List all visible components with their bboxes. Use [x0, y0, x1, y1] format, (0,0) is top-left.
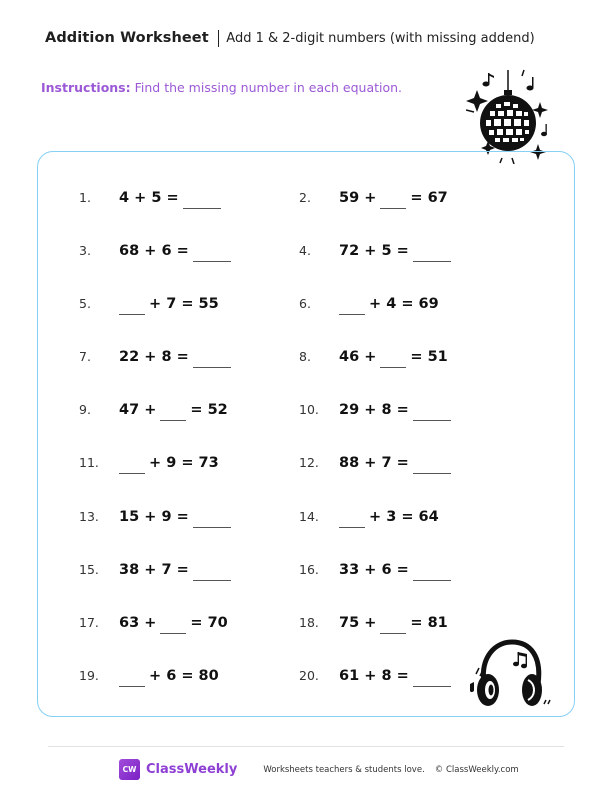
equation: [119, 402, 228, 419]
equation-term: +: [149, 296, 167, 312]
equation-term: +: [139, 615, 157, 631]
problem-item: [299, 190, 448, 207]
equation-term: 8: [381, 668, 392, 684]
answer-blank[interactable]: [413, 457, 451, 474]
equation-term: 6: [381, 562, 392, 578]
answer-blank[interactable]: [160, 617, 186, 634]
equation-term: 59: [339, 190, 360, 206]
equation-term: 6: [166, 668, 177, 684]
classweekly-logo-icon: CW: [119, 759, 140, 780]
problem-item: [79, 296, 219, 313]
instructions-label: Instructions:: [41, 80, 131, 95]
equation-term: +: [369, 296, 387, 312]
equation-term: =: [190, 615, 208, 631]
equation: [119, 243, 231, 260]
worksheet-subtitle: Add 1 & 2-digit numbers (with missing addend): [226, 30, 535, 46]
footer: [119, 759, 519, 780]
answer-blank[interactable]: [119, 298, 145, 315]
equation-term: 3: [386, 509, 397, 525]
problem-number: 12.: [299, 455, 319, 470]
equation-term: 88: [339, 455, 360, 471]
equation-term: +: [139, 349, 162, 365]
equation-term: 75: [339, 615, 360, 631]
brand-name: ClassWeekly: [146, 762, 238, 777]
problem-item: [299, 668, 451, 685]
answer-blank[interactable]: [413, 564, 451, 581]
problem-item: [79, 190, 221, 207]
problem-number: 8.: [299, 349, 311, 364]
footer-tagline: Worksheets teachers & students love.: [263, 764, 425, 775]
equation-term: 46: [339, 349, 360, 365]
footer-divider: [48, 746, 564, 747]
problem-number: 18.: [299, 615, 319, 630]
problem-item: [79, 402, 228, 419]
equation-term: 5: [381, 243, 392, 259]
equation-term: +: [139, 402, 157, 418]
problem-number: 11.: [79, 455, 99, 470]
equation-term: =: [176, 668, 199, 684]
equation-term: =: [176, 455, 199, 471]
problem-number: 15.: [79, 562, 99, 577]
problem-number: 1.: [79, 190, 91, 205]
equation-term: =: [391, 562, 409, 578]
equation-term: 22: [119, 349, 140, 365]
problem-number: 9.: [79, 402, 91, 417]
worksheet-header: [45, 27, 535, 49]
equation-term: 63: [119, 615, 140, 631]
answer-blank[interactable]: [380, 617, 406, 634]
answer-blank[interactable]: [339, 511, 365, 528]
answer-blank[interactable]: [119, 670, 145, 687]
equation: [339, 402, 451, 419]
equation: [339, 190, 448, 207]
equation-term: +: [359, 615, 377, 631]
equation-term: +: [359, 402, 382, 418]
equation-term: 8: [381, 402, 392, 418]
answer-blank[interactable]: [413, 404, 451, 421]
equation-term: =: [171, 243, 189, 259]
equation-term: =: [190, 402, 208, 418]
problem-item: [299, 455, 451, 472]
equation-term: +: [359, 668, 382, 684]
problem-number: 13.: [79, 509, 99, 524]
problem-number: 7.: [79, 349, 91, 364]
equation-term: 72: [339, 243, 360, 259]
equation: [339, 562, 451, 579]
answer-blank[interactable]: [193, 564, 231, 581]
equation-term: =: [391, 402, 409, 418]
answer-blank[interactable]: [193, 511, 231, 528]
equation-term: 67: [427, 190, 448, 206]
answer-blank[interactable]: [183, 192, 221, 209]
problem-item: [299, 562, 451, 579]
answer-blank[interactable]: [380, 192, 406, 209]
equation: [339, 296, 439, 313]
equation-term: 64: [418, 509, 439, 525]
equation-term: 4: [386, 296, 397, 312]
equation-term: 9: [166, 455, 177, 471]
problem-number: 20.: [299, 668, 319, 683]
problem-number: 19.: [79, 668, 99, 683]
equation-term: +: [359, 243, 382, 259]
problem-number: 2.: [299, 190, 311, 205]
equation: [119, 455, 219, 472]
equation-term: +: [359, 190, 377, 206]
problem-number: 4.: [299, 243, 311, 258]
equation-term: +: [129, 190, 152, 206]
answer-blank[interactable]: [119, 457, 145, 474]
equation: [119, 190, 221, 207]
problems-panel: [37, 151, 575, 717]
equation-term: 81: [427, 615, 448, 631]
equation-term: =: [410, 190, 428, 206]
problem-item: [79, 615, 228, 632]
equation-term: 7: [381, 455, 392, 471]
equation-term: +: [369, 509, 387, 525]
footer-copyright: © ClassWeekly.com: [434, 764, 519, 775]
problem-item: [79, 668, 219, 685]
equation-term: =: [391, 243, 409, 259]
problem-number: 16.: [299, 562, 319, 577]
equation-term: 29: [339, 402, 360, 418]
answer-blank[interactable]: [380, 351, 406, 368]
equation: [339, 349, 448, 366]
equation-term: +: [359, 349, 377, 365]
problem-number: 3.: [79, 243, 91, 258]
equation-term: 33: [339, 562, 360, 578]
equation-term: 55: [198, 296, 219, 312]
equation-term: 6: [161, 243, 172, 259]
equation: [119, 349, 231, 366]
worksheet-title: Addition Worksheet: [45, 30, 209, 46]
answer-blank[interactable]: [413, 245, 451, 262]
problem-item: [79, 243, 231, 260]
equation-term: 47: [119, 402, 140, 418]
equation-term: 8: [161, 349, 172, 365]
problem-number: 10.: [299, 402, 319, 417]
problem-number: 17.: [79, 615, 99, 630]
instructions-text: Find the missing number in each equation.: [134, 80, 403, 95]
equation: [119, 615, 228, 632]
problem-item: [79, 509, 231, 526]
answer-blank[interactable]: [413, 670, 451, 687]
problem-item: [299, 509, 439, 526]
problem-item: [79, 455, 219, 472]
equation-term: 73: [198, 455, 219, 471]
equation-term: =: [176, 296, 199, 312]
equation: [119, 509, 231, 526]
equation-term: =: [171, 562, 189, 578]
equation-term: =: [410, 349, 428, 365]
disco-ball-icon: [466, 68, 550, 164]
equation: [339, 509, 439, 526]
equation: [339, 668, 451, 685]
equation-term: =: [161, 190, 179, 206]
equation-term: =: [171, 509, 189, 525]
problem-number: 5.: [79, 296, 91, 311]
equation-term: +: [359, 455, 382, 471]
equation: [119, 296, 219, 313]
problem-item: [299, 615, 448, 632]
instructions: [41, 80, 402, 95]
equation-term: 5: [151, 190, 162, 206]
equation-term: +: [139, 562, 162, 578]
problem-item: [299, 349, 448, 366]
problem-item: [299, 243, 451, 260]
equation-term: +: [359, 562, 382, 578]
equation: [339, 455, 451, 472]
answer-blank[interactable]: [160, 404, 186, 421]
equation-term: 68: [119, 243, 140, 259]
problem-item: [79, 349, 231, 366]
equation-term: =: [396, 509, 419, 525]
problem-item: [79, 562, 231, 579]
equation-term: =: [396, 296, 419, 312]
equation-term: 51: [427, 349, 448, 365]
equation-term: +: [139, 509, 162, 525]
equation: [339, 615, 448, 632]
equation: [339, 243, 451, 260]
equation-term: +: [149, 668, 167, 684]
answer-blank[interactable]: [193, 351, 231, 368]
equation-term: +: [139, 243, 162, 259]
problem-item: [299, 402, 451, 419]
equation: [119, 562, 231, 579]
equation-term: 15: [119, 509, 140, 525]
equation-term: 9: [161, 509, 172, 525]
equation-term: 7: [166, 296, 177, 312]
title-divider: [218, 30, 220, 47]
equation-term: +: [149, 455, 167, 471]
equation-term: 80: [198, 668, 219, 684]
equation: [119, 668, 219, 685]
equation-term: 4: [119, 190, 130, 206]
equation-term: 69: [418, 296, 439, 312]
equation-term: =: [391, 668, 409, 684]
equation-term: 70: [207, 615, 228, 631]
headphones-icon: [466, 638, 552, 710]
problem-number: 6.: [299, 296, 311, 311]
equation-term: 52: [207, 402, 228, 418]
answer-blank[interactable]: [193, 245, 231, 262]
equation-term: 38: [119, 562, 140, 578]
problem-item: [299, 296, 439, 313]
answer-blank[interactable]: [339, 298, 365, 315]
equation-term: 7: [161, 562, 172, 578]
equation-term: =: [391, 455, 409, 471]
equation-term: 61: [339, 668, 360, 684]
equation-term: =: [410, 615, 428, 631]
equation-term: =: [171, 349, 189, 365]
problem-number: 14.: [299, 509, 319, 524]
